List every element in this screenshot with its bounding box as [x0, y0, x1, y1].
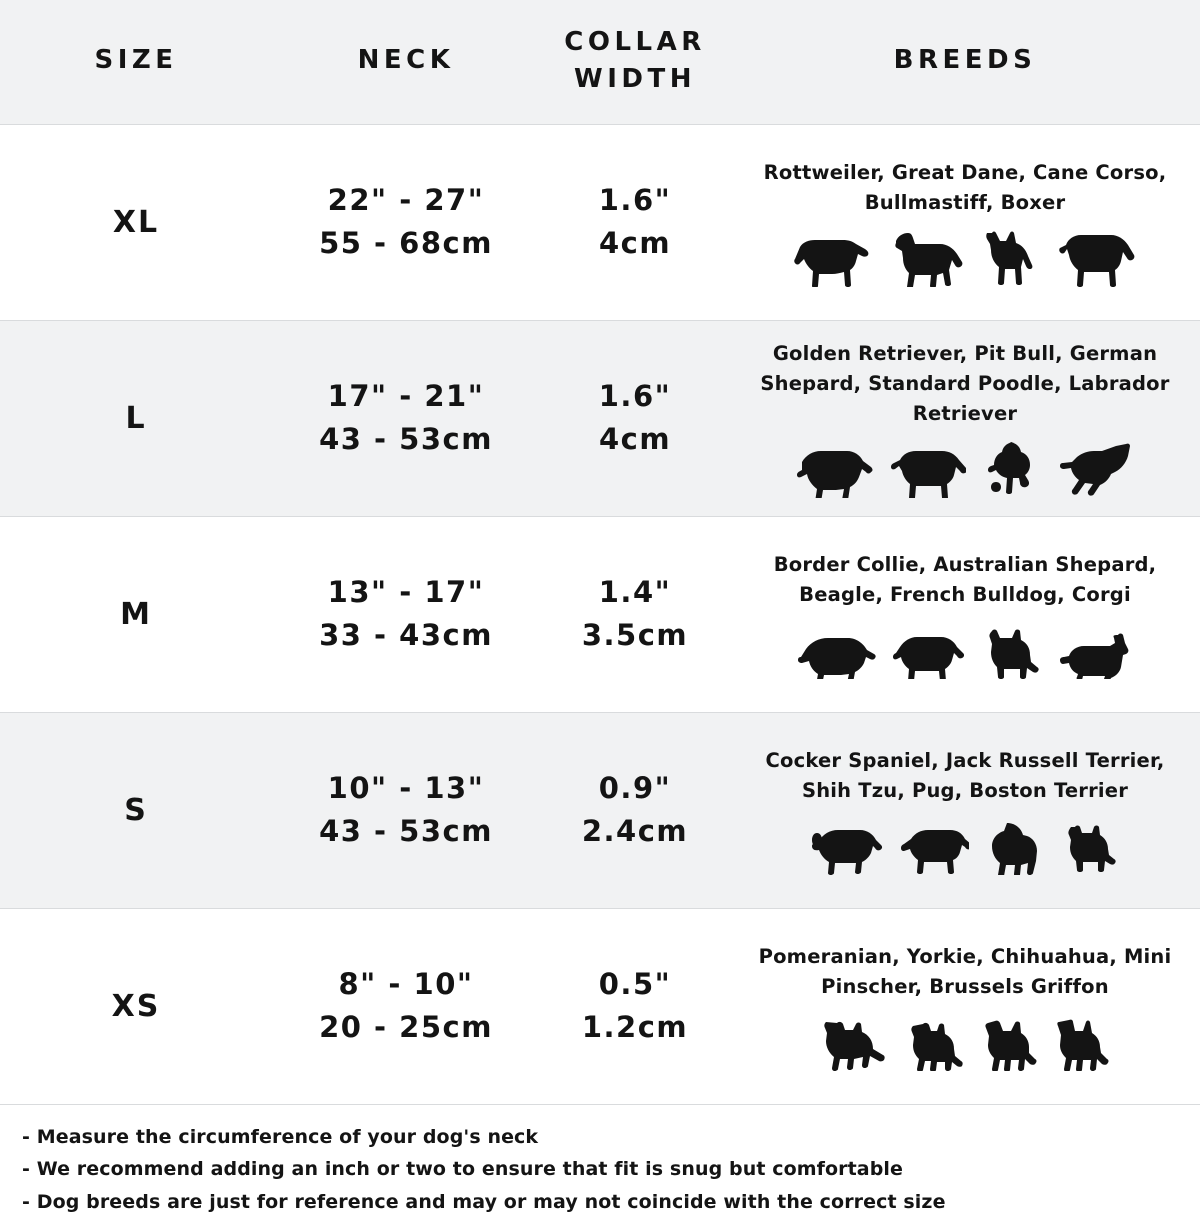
- size-label: L: [125, 400, 147, 436]
- bullmastiff-icon: [1058, 231, 1136, 287]
- cell-neck: [272, 516, 540, 712]
- note-line: - Measure the circumference of your dog's neck: [22, 1125, 539, 1148]
- collar-width-measure: [546, 375, 724, 462]
- cell-collar-width: [540, 712, 730, 908]
- breed-icon-row: [748, 617, 1182, 679]
- cell-breeds: [730, 908, 1200, 1104]
- cell-collar-width: [540, 124, 730, 320]
- breed-icon-row: [748, 1009, 1182, 1071]
- cell-size: [0, 124, 272, 320]
- note-line: - Dog breeds are just for reference and may or may not coincide with the correct size: [22, 1191, 946, 1214]
- table-row: [0, 320, 1200, 516]
- size-label: M: [120, 596, 152, 632]
- column-header-collar-width-line2: WIDTH: [574, 63, 696, 94]
- mini-pinscher-icon: [1053, 1019, 1111, 1071]
- size-label: S: [124, 792, 148, 828]
- breed-list: Golden Retriever, Pit Bull, German Shepard, Standard Poodle, Labrador Retriever: [760, 341, 1170, 426]
- table-row: [0, 124, 1200, 320]
- cell-collar-width: [540, 516, 730, 712]
- border-collie-icon: [798, 629, 876, 679]
- neck-measure: [278, 571, 534, 658]
- collar-width-measure: [546, 767, 724, 854]
- column-header-collar-width-line1: COLLAR: [564, 27, 706, 57]
- neck-measure: [278, 767, 534, 854]
- collar-width-centimeters: 4cm: [598, 422, 672, 457]
- column-header-neck: NECK: [272, 0, 540, 124]
- neck-measure: [278, 375, 534, 462]
- column-header-collar-width: [540, 0, 730, 124]
- neck-measure: [278, 179, 534, 266]
- cell-neck: [272, 124, 540, 320]
- table-header: [0, 0, 1200, 124]
- neck-inches: 17" - 21": [327, 378, 485, 413]
- table-row: [0, 908, 1200, 1104]
- cell-collar-width: [540, 320, 730, 516]
- neck-measure: [278, 963, 534, 1050]
- size-label: XS: [111, 988, 161, 1024]
- cell-neck: [272, 908, 540, 1104]
- german-shepherd-icon: [1056, 442, 1134, 498]
- neck-inches: 13" - 17": [327, 574, 485, 609]
- table-row: [0, 516, 1200, 712]
- breed-list: Pomeranian, Yorkie, Chihuahua, Mini Pinscher, Brussels Griffon: [758, 945, 1172, 999]
- collar-width-measure: [546, 179, 724, 266]
- breed-icon-row: [748, 813, 1182, 875]
- great-dane-icon: [886, 231, 964, 287]
- collar-width-inches: 1.6": [598, 182, 672, 217]
- collar-width-measure: [546, 571, 724, 658]
- yorkie-icon: [905, 1021, 967, 1071]
- neck-centimeters: 33 - 43cm: [319, 618, 493, 653]
- cell-breeds: [730, 320, 1200, 516]
- cell-neck: [272, 320, 540, 516]
- collar-width-centimeters: 2.4cm: [581, 814, 689, 849]
- table-header-row: [0, 0, 1200, 124]
- collar-width-centimeters: 4cm: [598, 226, 672, 261]
- neck-inches: 10" - 13": [327, 770, 485, 805]
- neck-centimeters: 55 - 68cm: [319, 226, 493, 261]
- golden-retriever-icon: [796, 444, 876, 498]
- table-row: [0, 712, 1200, 908]
- breed-icon-row: [748, 436, 1182, 498]
- shih-tzu-icon: [983, 821, 1045, 875]
- cane-corso-icon: [978, 231, 1044, 287]
- collar-width-inches: 0.5": [598, 966, 672, 1001]
- pit-bull-icon: [890, 444, 966, 498]
- beagle-icon: [890, 629, 964, 679]
- rottweiler-icon: [794, 231, 872, 287]
- french-bulldog-icon: [978, 627, 1044, 679]
- cell-size: [0, 712, 272, 908]
- breed-list: Cocker Spaniel, Jack Russell Terrier, Shih Tzu, Pug, Boston Terrier: [765, 749, 1165, 803]
- jack-russell-terrier-icon: [899, 823, 969, 875]
- neck-centimeters: 20 - 25cm: [319, 1010, 493, 1045]
- cell-size: [0, 516, 272, 712]
- cell-breeds: [730, 712, 1200, 908]
- corgi-icon: [1058, 633, 1132, 679]
- cell-neck: [272, 712, 540, 908]
- collar-width-inches: 1.6": [598, 378, 672, 413]
- notes-section: [0, 1105, 1200, 1219]
- breed-icon-row: [748, 225, 1182, 287]
- collar-width-inches: 1.4": [598, 574, 672, 609]
- cell-size: [0, 908, 272, 1104]
- neck-inches: 8" - 10": [338, 966, 474, 1001]
- cell-breeds: [730, 516, 1200, 712]
- column-header-size: SIZE: [0, 0, 272, 124]
- size-label: XL: [112, 204, 160, 240]
- breed-list: Border Collie, Australian Shepard, Beagle, French Bulldog, Corgi: [773, 553, 1157, 607]
- poodle-icon: [980, 440, 1042, 498]
- pug-icon: [1059, 823, 1119, 875]
- neck-centimeters: 43 - 53cm: [319, 814, 493, 849]
- pomeranian-icon: [819, 1019, 891, 1071]
- collar-width-inches: 0.9": [598, 770, 672, 805]
- note-line: - We recommend adding an inch or two to ensure that fit is snug but comfortable: [22, 1158, 904, 1181]
- neck-inches: 22" - 27": [327, 182, 485, 217]
- cell-size: [0, 320, 272, 516]
- collar-width-centimeters: 3.5cm: [581, 618, 689, 653]
- cell-breeds: [730, 124, 1200, 320]
- cocker-spaniel-icon: [811, 823, 885, 875]
- table-body: [0, 124, 1200, 1104]
- neck-centimeters: 43 - 53cm: [319, 422, 493, 457]
- collar-width-centimeters: 1.2cm: [581, 1010, 689, 1045]
- breed-list: Rottweiler, Great Dane, Cane Corso, Bullmastiff, Boxer: [763, 161, 1167, 215]
- column-header-breeds: BREEDS: [730, 0, 1200, 124]
- cell-collar-width: [540, 908, 730, 1104]
- chihuahua-icon: [981, 1019, 1039, 1071]
- collar-width-measure: [546, 963, 724, 1050]
